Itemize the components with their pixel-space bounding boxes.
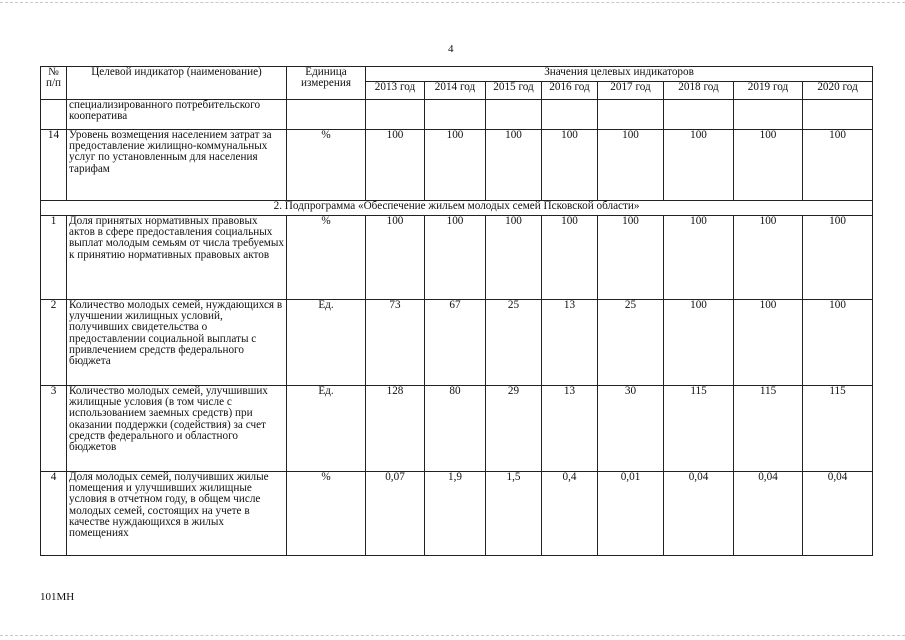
indicator-value: 115 xyxy=(664,386,734,472)
row-number xyxy=(41,100,67,130)
indicator-value xyxy=(734,100,803,130)
indicator-unit: Ед. xyxy=(287,300,366,386)
header-values: Значения целевых индикаторов xyxy=(366,67,873,82)
indicator-value: 100 xyxy=(486,130,542,201)
indicator-value: 73 xyxy=(366,300,425,386)
indicator-value: 100 xyxy=(664,130,734,201)
indicator-value: 0,04 xyxy=(664,472,734,556)
table-row xyxy=(41,472,873,556)
header-year: 2014 год xyxy=(425,82,486,100)
header-row-top xyxy=(41,67,873,82)
indicator-value: 0,01 xyxy=(598,472,664,556)
indicator-value: 100 xyxy=(425,130,486,201)
indicator-value: 100 xyxy=(664,300,734,386)
header-no: № п/п xyxy=(41,67,67,100)
table-row xyxy=(41,300,873,386)
table-row xyxy=(41,100,873,130)
header-name: Целевой индикатор (наименование) xyxy=(67,67,287,100)
indicator-value: 100 xyxy=(366,130,425,201)
indicator-value: 100 xyxy=(734,130,803,201)
indicator-value: 67 xyxy=(425,300,486,386)
indicator-unit: % xyxy=(287,472,366,556)
indicator-unit: % xyxy=(287,216,366,300)
indicator-unit: Ед. xyxy=(287,386,366,472)
table-row xyxy=(41,216,873,300)
indicator-value: 0,07 xyxy=(366,472,425,556)
indicator-value: 25 xyxy=(598,300,664,386)
table-row xyxy=(41,386,873,472)
indicator-value: 29 xyxy=(486,386,542,472)
indicator-value: 100 xyxy=(734,216,803,300)
indicator-name: Количество молодых семей, улучшивших жилищные условия (в том числе с использованием заемных средств) при оказании поддержки (содействия) за счет средств федерального и областного бюджетов xyxy=(67,386,287,472)
indicator-value: 100 xyxy=(425,216,486,300)
indicator-value: 1,9 xyxy=(425,472,486,556)
indicator-name: специализированного потребительского кооператива xyxy=(67,100,287,130)
indicator-value: 100 xyxy=(598,130,664,201)
row-number: 14 xyxy=(41,130,67,201)
indicator-value xyxy=(598,100,664,130)
indicator-value: 13 xyxy=(542,300,598,386)
indicator-value: 0,4 xyxy=(542,472,598,556)
row-number: 1 xyxy=(41,216,67,300)
indicator-value: 115 xyxy=(803,386,873,472)
section-title: 2. Подпрограмма «Обеспечение жильем молодых семей Псковской области» xyxy=(41,201,873,216)
indicator-value: 100 xyxy=(486,216,542,300)
header-year: 2017 год xyxy=(598,82,664,100)
header-year: 2018 год xyxy=(664,82,734,100)
indicator-value xyxy=(542,100,598,130)
footer-code: 101МН xyxy=(40,591,75,603)
indicator-name: Уровень возмещения населением затрат за предоставление жилищно-коммунальных услуг по установленным для населения тарифам xyxy=(67,130,287,201)
indicator-unit xyxy=(287,100,366,130)
indicator-value: 100 xyxy=(803,216,873,300)
indicator-value: 13 xyxy=(542,386,598,472)
indicator-name: Количество молодых семей, нуждающихся в улучшении жилищных условий, получивших свидетельства о предоставлении социальной выплаты с привлечением средств федерального бюджета xyxy=(67,300,287,386)
table-row xyxy=(41,130,873,201)
row-number: 2 xyxy=(41,300,67,386)
target-indicators-table xyxy=(40,66,873,556)
row-number: 4 xyxy=(41,472,67,556)
indicator-value: 30 xyxy=(598,386,664,472)
indicator-value xyxy=(366,100,425,130)
header-year: 2016 год xyxy=(542,82,598,100)
indicator-value: 0,04 xyxy=(734,472,803,556)
indicator-value: 100 xyxy=(664,216,734,300)
row-number: 3 xyxy=(41,386,67,472)
indicator-name: Доля принятых нормативных правовых актов в сфере предоставления социальных выплат молодым семьям от числа требуемых к принятию нормативных правовых актов xyxy=(67,216,287,300)
indicator-value: 115 xyxy=(734,386,803,472)
indicator-unit: % xyxy=(287,130,366,201)
page-number: 4 xyxy=(448,43,454,55)
indicator-value xyxy=(803,100,873,130)
indicator-name: Доля молодых семей, получивших жилые помещения и улучшивших жилищные условия в отчетном году, в общем числе молодых семей, состоящих на учете в качестве нуждающихся в жилых помещениях xyxy=(67,472,287,556)
indicator-value xyxy=(664,100,734,130)
header-year: 2019 год xyxy=(734,82,803,100)
indicator-value: 100 xyxy=(542,216,598,300)
indicator-value: 100 xyxy=(366,216,425,300)
indicator-value: 100 xyxy=(542,130,598,201)
header-year: 2015 год xyxy=(486,82,542,100)
indicator-value: 0,04 xyxy=(803,472,873,556)
indicator-value xyxy=(425,100,486,130)
indicator-value xyxy=(486,100,542,130)
header-unit: Единица измерения xyxy=(287,67,366,100)
page-bottom-edge xyxy=(0,635,905,636)
indicator-value: 100 xyxy=(734,300,803,386)
section-row xyxy=(41,201,873,216)
header-year: 2020 год xyxy=(803,82,873,100)
indicator-value: 100 xyxy=(803,300,873,386)
indicator-value: 80 xyxy=(425,386,486,472)
indicator-value: 100 xyxy=(598,216,664,300)
indicator-value: 128 xyxy=(366,386,425,472)
indicator-value: 1,5 xyxy=(486,472,542,556)
indicator-value: 25 xyxy=(486,300,542,386)
page-top-edge xyxy=(0,2,905,3)
header-year: 2013 год xyxy=(366,82,425,100)
indicator-value: 100 xyxy=(803,130,873,201)
